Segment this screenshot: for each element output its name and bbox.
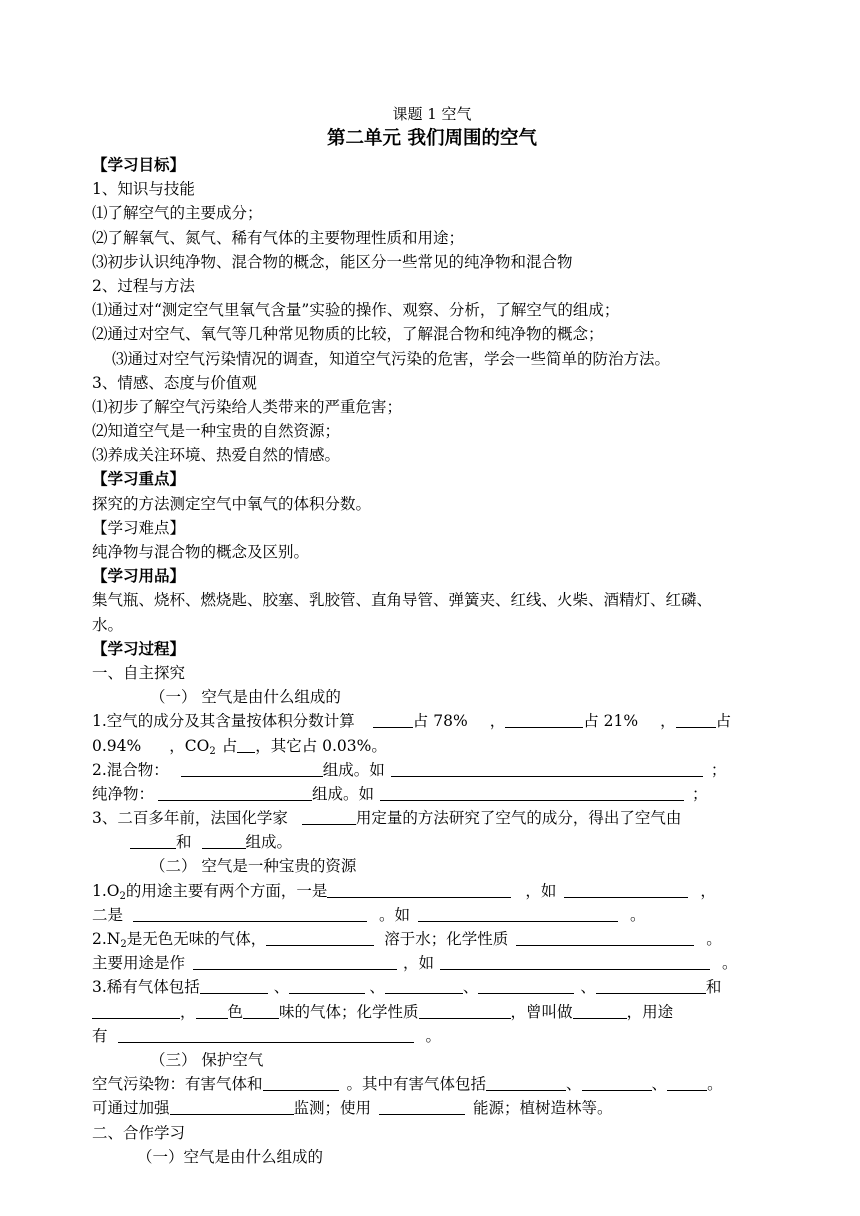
difficulty-text: 纯净物与混合物的概念及区别。 — [92, 543, 310, 561]
answer-blank[interactable] — [676, 711, 716, 728]
answer-blank[interactable] — [564, 881, 688, 898]
use-3-noble-gases-cont: ， 色 味的气体；化学性质 ，曾叫做 ，用途 — [92, 1000, 772, 1024]
answer-blank[interactable] — [237, 736, 255, 753]
answer-blank[interactable] — [158, 784, 312, 801]
materials-text-cont: 水。 — [92, 615, 124, 634]
lesson-subtitle: 课题 1 空气 — [392, 105, 472, 123]
question-3-cont: 和 组成。 — [92, 830, 772, 854]
answer-blank[interactable] — [200, 977, 268, 994]
process-heading: 【学习过程】 — [92, 638, 186, 658]
objective-item: ⑶初步认识纯净物、混合物的概念，能区分一些常见的纯净物和混合物 — [92, 252, 573, 271]
answer-blank[interactable] — [419, 1002, 511, 1019]
section-3-heading: （三） 保护空气 — [150, 1050, 264, 1069]
answer-blank[interactable] — [418, 905, 618, 922]
answer-blank[interactable] — [596, 977, 706, 994]
objective-section-3: 3、情感、态度与价值观 — [92, 373, 257, 392]
objective-section-2: 2、过程与方法 — [92, 276, 195, 295]
answer-blank[interactable] — [181, 760, 323, 777]
use-3-noble-gases: 3.稀有气体包括 、 、 、 、 和 — [92, 978, 722, 997]
answer-blank[interactable] — [667, 1074, 707, 1091]
part-2-subheading: （一）空气是由什么组成的 — [137, 1147, 324, 1166]
answer-blank[interactable] — [440, 953, 710, 970]
objective-item: ⑶养成关注环境、热爱自然的情感。 — [92, 446, 341, 465]
materials-text: 集气瓶、烧杯、燃烧匙、胶塞、乳胶管、直角导管、弹簧夹、红线、火柴、酒精灯、红磷、 — [92, 591, 713, 610]
answer-blank[interactable] — [243, 1002, 279, 1019]
answer-blank[interactable] — [202, 832, 246, 849]
objective-item: ⑴通过对“测定空气里氧气含量”实验的操作、观察、分析，了解空气的组成； — [92, 301, 620, 320]
answer-blank[interactable] — [486, 1074, 566, 1091]
answer-blank[interactable] — [302, 808, 356, 825]
answer-blank[interactable] — [92, 1002, 180, 1019]
objective-section-1: 1、知识与技能 — [92, 180, 195, 199]
key-point-text: 探究的方法测定空气中氧气的体积分数。 — [92, 494, 372, 513]
answer-blank[interactable] — [582, 1074, 652, 1091]
difficulty-heading: 【学习难点】 — [92, 518, 186, 537]
unit-title: 第二单元 我们周围的空气 — [327, 128, 537, 149]
answer-blank[interactable] — [289, 977, 365, 994]
worksheet-page — [92, 103, 772, 1169]
section-1-heading: （一） 空气是由什么组成的 — [150, 688, 341, 707]
answer-blank[interactable] — [478, 977, 574, 994]
answer-blank[interactable] — [380, 784, 684, 801]
answer-blank[interactable] — [266, 929, 374, 946]
answer-blank[interactable] — [118, 1026, 414, 1043]
objective-item: ⑶通过对空气污染情况的调查，知道空气污染的危害，学会一些简单的防治方法。 — [112, 349, 671, 368]
objective-item: ⑵通过对空气、氧气等几种常见物质的比较，了解混合物和纯净物的概念； — [92, 325, 604, 344]
answer-blank[interactable] — [391, 760, 703, 777]
section-2-heading: （二） 空气是一种宝贵的资源 — [150, 857, 357, 876]
answer-blank[interactable] — [170, 1098, 294, 1115]
question-2-mixture: 2.混合物： 组成。如 ； — [92, 760, 727, 779]
answer-blank[interactable] — [196, 1002, 228, 1019]
answer-blank[interactable] — [385, 977, 463, 994]
use-3-noble-gases-cont-2: 有 。 — [92, 1026, 442, 1045]
use-1-oxygen-cont: 二是 。如 。 — [92, 905, 646, 924]
answer-blank[interactable] — [133, 905, 367, 922]
objective-item: ⑵了解氧气、氮气、稀有气体的主要物理性质和用途； — [92, 228, 465, 247]
part-2-heading: 二、合作学习 — [92, 1123, 186, 1142]
answer-blank[interactable] — [505, 711, 583, 728]
answer-blank[interactable] — [193, 953, 397, 970]
objective-item: ⑴初步了解空气污染给人类带来的严重危害； — [92, 397, 403, 416]
answer-blank[interactable] — [327, 881, 511, 898]
pollution-question: 空气污染物：有害气体和 。其中有害气体包括 、 、 。 — [92, 1075, 723, 1094]
answer-blank[interactable] — [379, 1098, 465, 1115]
answer-blank[interactable] — [573, 1002, 627, 1019]
answer-blank[interactable] — [516, 929, 694, 946]
objectives-heading: 【学习目标】 — [92, 155, 186, 174]
question-3: 3、二百多年前，法国化学家 用定量的方法研究了空气的成分，得出了空气由 — [92, 809, 682, 828]
question-2-pure: 纯净物： 组成。如 ； — [92, 784, 708, 803]
objective-item: ⑵知道空气是一种宝贵的自然资源； — [92, 422, 341, 441]
use-1-oxygen: $1.O_2$的用途主要有两个方面，一是 ，如 ， — [92, 881, 716, 902]
answer-blank[interactable] — [373, 711, 413, 728]
answer-blank[interactable] — [130, 832, 176, 849]
pollution-question-cont: 可通过加强 监测；使用 能源；植树造林等。 — [92, 1099, 613, 1118]
question-1: 1.空气的成分及其含量按体积分数计算 占 78% ， 占 21% ， 占 — [92, 712, 732, 731]
answer-blank[interactable] — [263, 1074, 339, 1091]
objective-item: ⑴了解空气的主要成分； — [92, 204, 263, 223]
use-2-nitrogen-cont: 主要用途是作 ，如 。 — [92, 954, 738, 973]
key-point-heading: 【学习重点】 — [92, 469, 186, 489]
question-1-cont: 0.94% ，$CO_2$ 占 ，其它占 0.03%。 — [92, 736, 387, 757]
materials-heading: 【学习用品】 — [92, 566, 186, 586]
use-2-nitrogen: $2.N_2$是无色无味的气体， 溶于水；化学性质 。 — [92, 930, 722, 950]
part-1-heading: 一、自主探究 — [92, 663, 186, 682]
